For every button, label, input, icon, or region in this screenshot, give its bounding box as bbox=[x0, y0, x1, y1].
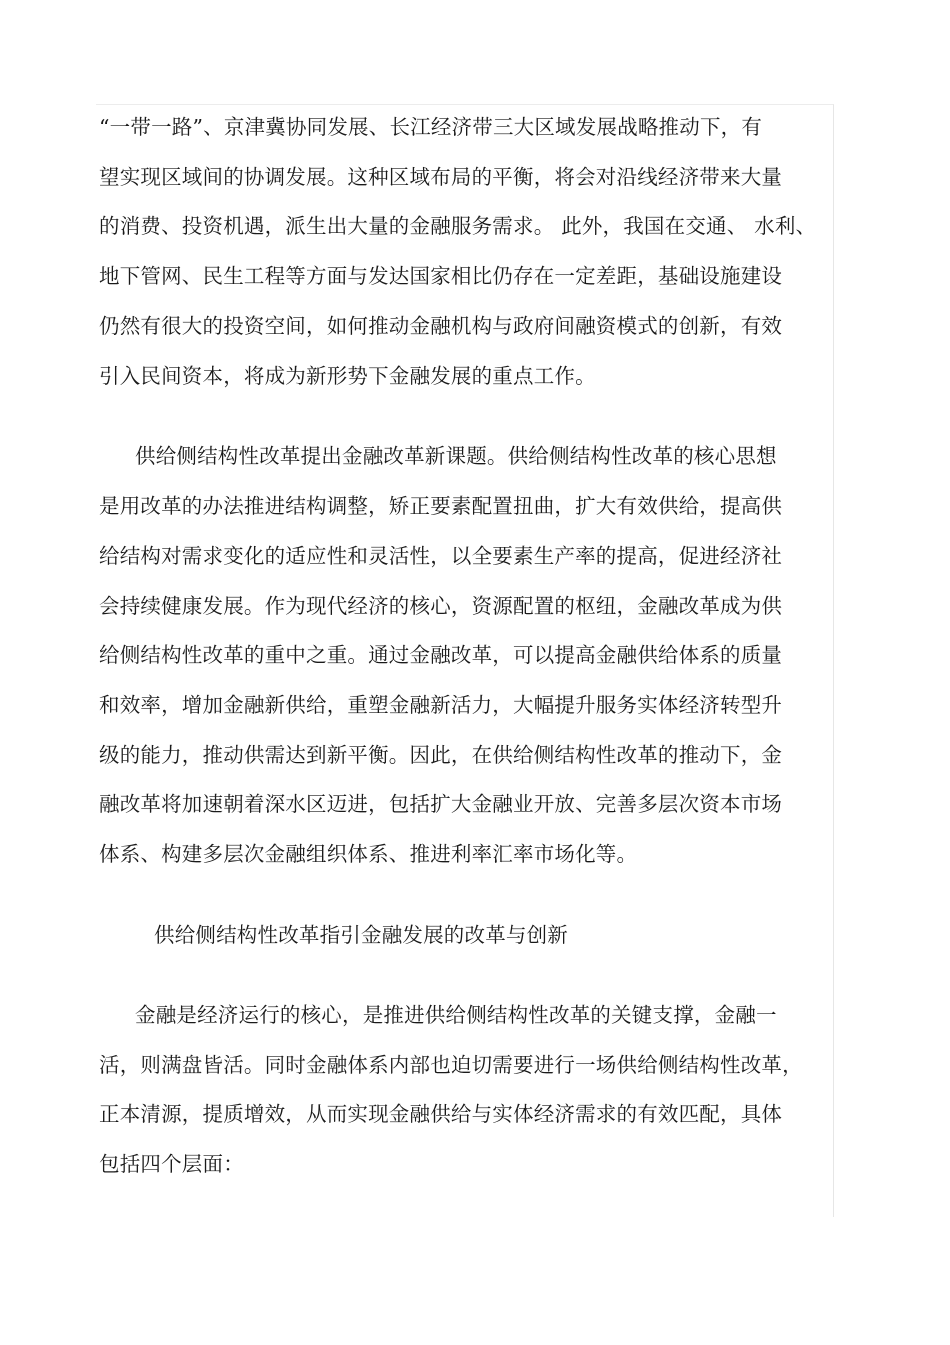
text-line: 和效率，增加金融新供给，重塑金融新活力，大幅提升服务实体经济转型升 bbox=[99, 693, 783, 717]
text-line: 融改革将加速朝着深水区迈进，包括扩大金融业开放、完善多层次资本市场 bbox=[99, 792, 783, 816]
text-line: 仍然有很大的投资空间，如何推动金融机构与政府间融资模式的创新，有效 bbox=[99, 314, 783, 338]
text-line: 引入民间资本，将成为新形势下金融发展的重点工作。 bbox=[99, 364, 596, 388]
text-line: 会持续健康发展。作为现代经济的核心，资源配置的枢纽，金融改革成为供 bbox=[99, 594, 783, 618]
text-line: 包括四个层面： bbox=[99, 1152, 244, 1176]
text-line: 给结构对需求变化的适应性和灵活性，以全要素生产率的提高，促进经济社 bbox=[99, 544, 783, 568]
text-line: 供给侧结构性改革提出金融改革新课题。供给侧结构性改革的核心思想 bbox=[135, 444, 777, 468]
section-heading: 供给侧结构性改革指引金融发展的改革与创新 bbox=[154, 923, 568, 947]
text-line: 级的能力，推动供需达到新平衡。因此，在供给侧结构性改革的推动下，金 bbox=[99, 743, 783, 767]
text-line: “一带一路”、京津冀协同发展、长江经济带三大区域发展战略推动下，有 bbox=[99, 115, 763, 139]
text-line: 望实现区域间的协调发展。这种区域布局的平衡，将会对沿线经济带来大量 bbox=[99, 165, 783, 189]
text-line: 体系、构建多层次金融组织体系、推进利率汇率市场化等。 bbox=[99, 842, 638, 866]
text-line: 金融是经济运行的核心，是推进供给侧结构性改革的关键支撑，金融一 bbox=[135, 1003, 777, 1027]
text-line: 活，则满盘皆活。同时金融体系内部也迫切需要进行一场供给侧结构性改革， bbox=[99, 1053, 803, 1077]
text-line: 给侧结构性改革的重中之重。通过金融改革，可以提高金融供给体系的质量 bbox=[99, 643, 783, 667]
text-line: 正本清源，提质增效，从而实现金融供给与实体经济需求的有效匹配，具体 bbox=[99, 1102, 783, 1126]
text-line: 的消费、投资机遇，派生出大量的金融服务需求。 此外，我国在交通、 水利、 bbox=[99, 214, 817, 238]
text-line: 地下管网、民生工程等方面与发达国家相比仍存在一定差距，基础设施建设 bbox=[99, 264, 783, 288]
text-line: 是用改革的办法推进结构调整，矫正要素配置扭曲，扩大有效供给，提高供 bbox=[99, 494, 783, 518]
